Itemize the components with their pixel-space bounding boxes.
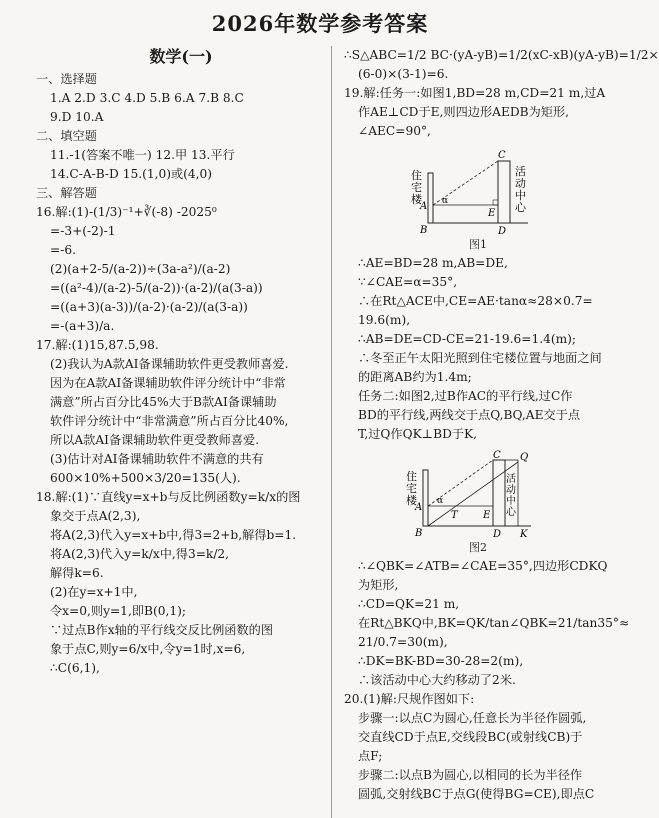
text-line: 20.(1)解:尺规作图如下: <box>344 692 475 706</box>
text-line: 软件评分统计中“非常满意”所占百分比40%, <box>50 414 289 428</box>
text-line: 14.C-A-B-D 15.(1,0)或(4,0) <box>50 167 213 181</box>
text-line: 满意”所占百分比45%大于B款AI备课辅助 <box>50 395 277 409</box>
text-line: =((a+3)(a-3))/(a-2)·(a-2)/(a(3-a)) <box>50 300 248 314</box>
fig2-angle-alpha: α <box>437 496 444 506</box>
text-line: 步骤二:以点B为圆心,以相同的长为半径作 <box>358 768 583 782</box>
text-line: =((a²-4)/(a-2)-5/(a-2))·(a-2)/(a(3-a)) <box>50 281 263 295</box>
figure-2-caption: 图2 <box>469 541 487 554</box>
fig2-point-q: Q <box>520 452 529 463</box>
left-lines <box>36 70 326 678</box>
text-line: =-3+(-2)-1 <box>50 224 116 238</box>
text-line: 17.解:(1)15,87.5,98. <box>36 338 159 352</box>
fig2-label-building-3: 楼 <box>406 494 417 507</box>
fig1-label-center-1: 活 <box>515 165 526 178</box>
text-line: 1.A 2.D 3.C 4.D 5.B 6.A 7.B 8.C <box>50 91 244 105</box>
text-line: 圆弧,交射线BC于点G(使得BG=CE),即点C <box>358 787 595 801</box>
fig1-angle-alpha: α <box>442 196 449 206</box>
text-line: 一、选择题 <box>36 72 97 86</box>
text-line: (2)在y=x+1中, <box>50 585 138 599</box>
text-line: 解得k=6. <box>50 566 104 580</box>
right-bottom-lines <box>344 557 630 804</box>
fig1-label-center-4: 心 <box>515 201 526 214</box>
text-line: 为矩形, <box>358 578 399 592</box>
text-line: (2)我认为A款AI备课辅助软件更受教师喜爱. <box>50 357 289 371</box>
fig2-point-d: D <box>493 529 502 540</box>
page-title: 2026年数学参考答案 <box>211 11 429 36</box>
text-line: 11.-1(答案不唯一) 12.甲 13.平行 <box>50 148 235 162</box>
text-line: 21/0.7=30(m), <box>358 635 448 649</box>
figure-2 <box>344 448 612 555</box>
text-line: 19.6(m), <box>358 313 411 327</box>
fig2-label-center-1: 活 <box>506 474 516 485</box>
fig1-point-d: D <box>498 226 507 237</box>
fig1-point-c: C <box>498 150 506 161</box>
text-line: 将A(2,3)代入y=x+b中,得3=2+b,解得b=1. <box>50 528 297 542</box>
fig2-label-building-1: 住 <box>406 470 417 483</box>
text-line: 交直线CD于点E,交线段BC(或射线CB)于 <box>358 730 583 744</box>
right-mid-lines <box>344 254 612 444</box>
text-line: ∴AB=DE=CD-CE=21-19.6=1.4(m); <box>358 332 577 346</box>
figure-1 <box>344 145 612 252</box>
text-line: (6-0)×(3-1)=6. <box>358 67 449 81</box>
text-line: 步骤一:以点C为圆心,任意长为半径作圆弧, <box>358 711 587 725</box>
text-line: =-(a+3)/a. <box>50 319 115 333</box>
text-line: 点F; <box>358 749 383 763</box>
text-line: 19.解:任务一:如图1,BD=28 m,CD=21 m,过A <box>344 86 606 100</box>
text-line: ∴∠QBK=∠ATB=∠CAE=35°,四边形CDKQ <box>358 559 608 573</box>
text-line: 令x=0,则y=1,即B(0,1); <box>50 604 186 618</box>
text-line: ∴C(6,1), <box>50 661 100 675</box>
text-line: T,过Q作QK⊥BD于K, <box>358 427 478 441</box>
text-line: ∴冬至正午太阳光照到住宅楼位置与地面之间 <box>358 351 602 365</box>
figure-1-diagram <box>408 145 548 237</box>
text-line: 因为在A款AI备课辅助软件评分统计中“非常 <box>50 376 286 390</box>
fig1-label-center-2: 动 <box>515 177 526 190</box>
fig1-point-b: B <box>420 225 428 236</box>
fig1-label-building-3: 楼 <box>411 193 422 206</box>
text-line: 象交于点A(2,3), <box>50 509 141 523</box>
fig1-point-e: E <box>488 208 496 219</box>
fig2-label-center-2: 动 <box>506 485 516 496</box>
column-divider <box>331 46 332 818</box>
text-line: =-6. <box>50 243 76 257</box>
text-line: ∴S△ABC=1/2 BC·(yA-yB)=1/2(xC-xB)(yA-yB)=1/2× <box>344 48 659 62</box>
text-line: ∠AEC=90°, <box>358 124 431 138</box>
text-line: ∵过点B作x轴的平行线交反比例函数的图 <box>50 623 274 637</box>
text-line: ∴CD=QK=21 m, <box>358 597 460 611</box>
text-line: 9.D 10.A <box>50 110 104 124</box>
text-line: ∴AE=BD=28 m,AB=DE, <box>358 256 508 270</box>
figure-2-diagram <box>403 448 553 540</box>
fig2-point-e: E <box>483 510 491 521</box>
fig2-point-t: T <box>451 510 458 521</box>
fig2-point-a: A <box>415 502 423 513</box>
text-line: ∴DK=BK-BD=30-28=2(m), <box>358 654 524 668</box>
text-line: 所以A款AI备课辅助软件更受教师喜爱. <box>50 433 260 447</box>
right-column <box>344 46 659 804</box>
text-line: (3)估计对AI备课辅助软件不满意的共有 <box>50 452 264 466</box>
text-line: ∴该活动中心大约移动了2米. <box>358 673 516 687</box>
text-line: 三、解答题 <box>36 186 97 200</box>
text-line: 16.解:(1)-(1/3)⁻¹+∛(-8) -2025⁰ <box>36 205 217 219</box>
right-top-lines <box>344 46 659 141</box>
text-line: 18.解:(1)∵直线y=x+b与反比例函数y=k/x的图 <box>36 490 301 504</box>
text-line: BD的平行线,两线交于点Q,BQ,AE交于点 <box>358 408 581 422</box>
section-heading: 数学(一) <box>149 47 213 66</box>
fig2-point-c: C <box>493 450 501 461</box>
text-line: 作AE⊥CD于E,则四边形AEDB为矩形, <box>358 105 570 119</box>
fig2-label-center-3: 中 <box>506 496 516 507</box>
text-line: 在Rt△BKQ中,BK=QK/tan∠QBK=21/tan35°≈ <box>358 616 630 630</box>
text-line: 任务二:如图2,过B作AC的平行线,过C作 <box>358 389 573 403</box>
text-line: 将A(2,3)代入y=k/x中,得3=k/2, <box>50 547 230 561</box>
fig1-label-center-3: 中 <box>515 189 526 202</box>
fig1-label-building-2: 宅 <box>411 181 422 194</box>
fig1-label-building: 住 <box>411 169 422 182</box>
fig1-point-a: A <box>420 201 428 212</box>
text-line: (2)(a+2-5/(a-2))÷(3a-a²)/(a-2) <box>50 262 231 276</box>
fig2-point-k: K <box>520 529 528 540</box>
figure-1-caption: 图1 <box>469 238 487 251</box>
text-line: 的距离AB约为1.4m; <box>358 370 472 384</box>
text-line: 二、填空题 <box>36 129 97 143</box>
fig2-label-building-2: 宅 <box>406 482 417 495</box>
text-line: 象于点C,则y=6/x中,令y=1时,x=6, <box>50 642 246 656</box>
fig2-point-b: B <box>415 528 423 539</box>
text-line: ∴在Rt△ACE中,CE=AE·tanα≈28×0.7= <box>358 294 593 308</box>
left-column <box>36 46 326 678</box>
text-line: 600×10%+500×3/20=135(人). <box>50 471 241 485</box>
fig2-label-center-4: 心 <box>506 507 516 518</box>
text-line: ∵∠CAE=α=35°, <box>358 275 458 289</box>
